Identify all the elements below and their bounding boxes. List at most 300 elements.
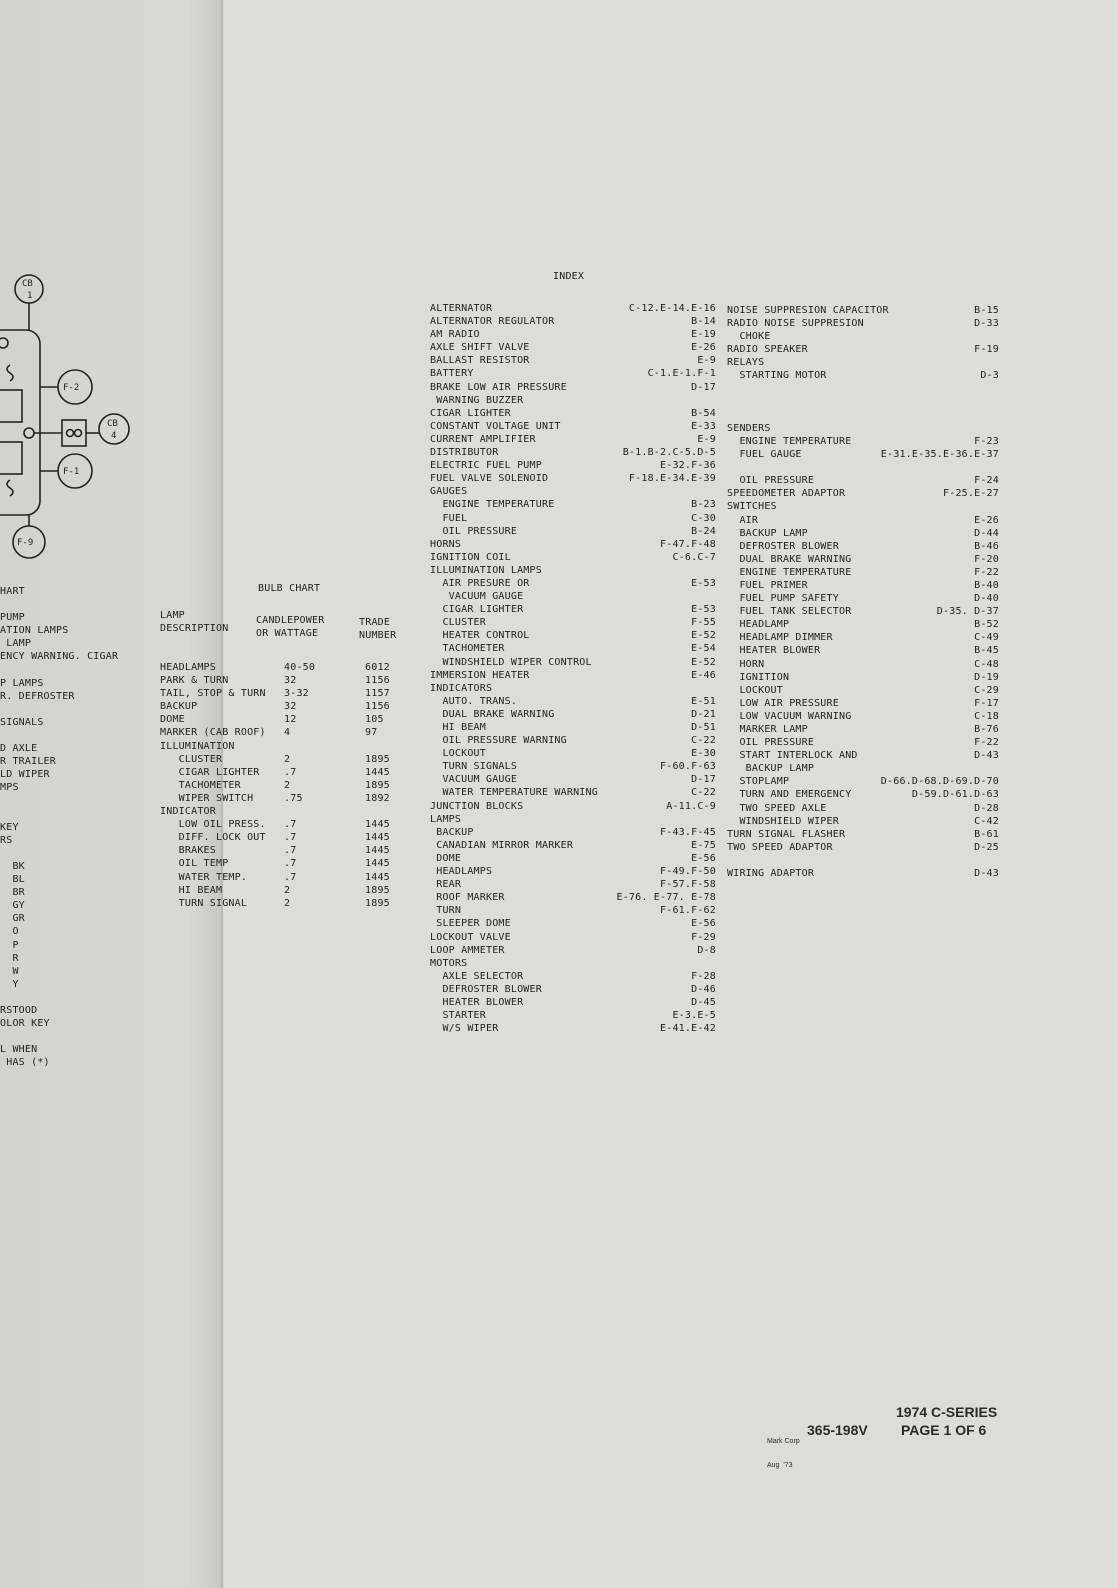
legend-line: BR	[0, 887, 25, 899]
bulb-candlepower: .75	[284, 792, 303, 804]
index-entry-name: AUTO. TRANS.	[430, 695, 518, 707]
bulb-row	[160, 857, 410, 870]
index-entry-name: DUAL BRAKE WARNING	[430, 708, 555, 720]
index-entry-ref: D-28	[974, 802, 999, 814]
cb4-label-bottom: 4	[111, 431, 117, 441]
index-entry-name: TURN AND EMERGENCY	[727, 789, 852, 801]
index-entry-ref: F-49.F-50	[660, 866, 716, 878]
legend-line: Y	[0, 978, 19, 990]
index-entry	[727, 644, 999, 657]
index-entry	[430, 983, 718, 996]
index-entry-ref: E-56	[691, 918, 716, 930]
index-entry-name: REAR	[430, 879, 462, 891]
index-entry	[727, 383, 999, 396]
maker-line-2: Aug '73	[767, 1462, 793, 1469]
index-entry	[727, 828, 999, 841]
bulb-description: DOME	[160, 714, 185, 726]
index-entry-ref: E-52	[691, 656, 716, 668]
index-entry-ref: B-15	[974, 305, 999, 316]
index-entry-name: DEFROSTER BLOWER	[430, 983, 542, 995]
bulb-header-lamp-1: LAMP	[160, 610, 185, 621]
legend-line: P	[0, 939, 19, 951]
bulb-row	[160, 871, 410, 884]
index-entry-name: HEADLAMP	[727, 619, 790, 631]
index-entry-name: AXLE SELECTOR	[430, 970, 524, 982]
index-entry-name: STARTER	[430, 1010, 486, 1022]
index-entry-ref: E-32.F-36	[660, 460, 716, 472]
index-entry-name: CHOKE	[727, 331, 771, 343]
bulb-candlepower: .7	[284, 819, 297, 831]
index-entry	[430, 472, 718, 485]
index-entry-ref: E-26	[691, 342, 716, 354]
legend-line: GR	[0, 913, 25, 925]
bulb-candlepower: 32	[284, 701, 297, 713]
index-entry-name: BACKUP	[430, 826, 474, 838]
index-entry	[430, 590, 718, 603]
index-entry-name: BACKUP LAMP	[727, 763, 815, 775]
index-entry-ref: A-11.C-9	[666, 800, 716, 812]
bulb-candlepower: 12	[284, 714, 297, 726]
index-entry-name: OIL PRESSURE WARNING	[430, 735, 567, 747]
index-entry-ref: E-56	[691, 852, 716, 864]
index-entry-name: HEADLAMPS	[430, 866, 493, 878]
index-entry	[430, 813, 718, 826]
index-entry-ref: E-75	[691, 839, 716, 851]
legend-line: L WHEN	[0, 1044, 38, 1056]
index-entry-name: NOISE SUPPRESION CAPACITOR	[727, 305, 889, 316]
index-entry-ref: C-18	[974, 710, 999, 722]
index-entry	[727, 775, 999, 788]
bulb-candlepower: 2	[284, 897, 291, 909]
index-entry	[727, 500, 999, 513]
bulb-candlepower: 2	[284, 753, 291, 765]
bulb-row	[160, 753, 410, 766]
legend-line: BK	[0, 860, 25, 872]
index-entry-ref: F-20	[974, 553, 999, 565]
index-entry-name: TACHOMETER	[430, 643, 505, 655]
index-entry-name: HORN	[727, 658, 765, 670]
bulb-trade-number: 1156	[365, 701, 390, 713]
index-entry	[727, 448, 999, 461]
bulb-row	[160, 740, 410, 753]
index-entry	[727, 566, 999, 579]
index-column-1	[430, 302, 718, 1035]
index-entry	[430, 996, 718, 1009]
bulb-description: TAIL, STOP & TURN	[160, 688, 266, 700]
index-entry-name: MOTORS	[430, 957, 468, 969]
bulb-description: CLUSTER	[160, 753, 223, 765]
bulb-candlepower: 2	[284, 884, 291, 896]
index-entry	[430, 551, 718, 564]
index-entry	[727, 553, 999, 566]
series-title: 1974 C-SERIES	[896, 1404, 998, 1420]
index-entry-ref: D-40	[974, 593, 999, 605]
legend-line: ATION LAMPS	[0, 625, 69, 637]
legend-line: P LAMPS	[0, 677, 44, 689]
legend-line: MPS	[0, 782, 19, 794]
index-entry-ref: C-49	[974, 632, 999, 644]
legend-line: ENCY WARNING. CIGAR	[0, 651, 119, 663]
index-entry-name: ALTERNATOR REGULATOR	[430, 316, 555, 328]
index-entry	[430, 564, 718, 577]
index-entry	[430, 891, 718, 904]
index-entry-ref: E-52	[691, 630, 716, 642]
legend-line	[0, 795, 118, 808]
index-entry-ref: F-23	[974, 435, 999, 447]
bulb-trade-number: 1895	[365, 753, 390, 765]
index-entry	[727, 802, 999, 815]
index-entry	[430, 341, 718, 354]
index-entry-ref: D-51	[691, 722, 716, 733]
bulb-row	[160, 766, 410, 779]
legend-line: BL	[0, 874, 25, 886]
legend-line: O	[0, 926, 19, 938]
index-entry-ref: D-25	[974, 841, 999, 853]
index-entry-name: WINDSHIELD WIPER CONTROL	[430, 656, 592, 668]
index-entry-ref: F-19	[974, 344, 999, 356]
index-entry-name: ROOF MARKER	[430, 892, 505, 904]
index-entry-name: TURN SIGNALS	[430, 761, 518, 773]
bulb-candlepower: 4	[284, 727, 291, 739]
index-entry	[727, 671, 999, 684]
legend-line	[0, 703, 118, 716]
index-entry-ref: F-22	[974, 566, 999, 578]
bulb-chart-title: BULB CHART	[258, 583, 321, 594]
bulb-candlepower: .7	[284, 845, 297, 857]
index-entry-ref: E-3.E-5	[672, 1010, 716, 1022]
bulb-row	[160, 831, 410, 844]
bulb-row	[160, 674, 410, 687]
index-entry	[430, 616, 718, 629]
index-entry-name: SWITCHES	[727, 501, 777, 513]
legend-line: RS	[0, 834, 13, 846]
index-entry	[430, 315, 718, 328]
index-entry	[430, 498, 718, 511]
index-entry-name: HORNS	[430, 538, 462, 550]
index-entry-ref: C-22	[691, 735, 716, 747]
index-entry	[727, 762, 999, 775]
index-entry	[430, 773, 718, 786]
legend-line: SIGNALS	[0, 716, 44, 728]
index-entry-name: IMMERSION HEATER	[430, 669, 530, 681]
index-entry	[727, 396, 999, 409]
bulb-candlepower: .7	[284, 766, 297, 778]
index-entry	[727, 356, 999, 369]
index-entry-ref: E-54	[691, 643, 716, 655]
bulb-trade-number: 1895	[365, 779, 390, 791]
index-entry	[727, 788, 999, 801]
index-entry	[430, 839, 718, 852]
legend-line	[0, 729, 118, 742]
fuse-panel-diagram	[0, 270, 150, 570]
index-entry-name: TURN SIGNAL FLASHER	[727, 828, 846, 840]
index-entry-name: LOW AIR PRESSURE	[727, 697, 839, 709]
index-entry-ref: D-21	[691, 708, 716, 720]
index-entry-name: WIRING ADAPTOR	[727, 868, 815, 880]
index-entry-name: HEATER BLOWER	[727, 645, 821, 657]
index-entry-ref: F-25.E-27	[943, 488, 999, 500]
index-entry	[727, 474, 999, 487]
index-entry	[430, 970, 718, 983]
index-entry-name: DOME	[430, 852, 462, 864]
f2-label: F-2	[63, 383, 80, 393]
index-entry-name: LOOP AMMETER	[430, 944, 505, 956]
index-entry-name: SLEEPER DOME	[430, 918, 511, 930]
index-entry-name: ENGINE TEMPERATURE	[430, 499, 555, 511]
index-entry-name: HI BEAM	[430, 722, 486, 733]
bulb-chart-table	[160, 661, 410, 910]
legend-line: GY	[0, 900, 25, 912]
index-entry-ref: F-57.F-58	[660, 879, 716, 891]
index-entry-name: AIR	[727, 514, 759, 526]
index-entry	[727, 487, 999, 500]
index-entry-ref: D-17	[691, 381, 716, 393]
index-entry	[430, 420, 718, 433]
index-entry-ref: D-3	[980, 370, 999, 382]
index-entry-ref: B-1.B-2.C-5.D-5	[622, 447, 716, 459]
legend-line	[0, 847, 118, 860]
index-entry	[430, 747, 718, 760]
index-entry-name: CANADIAN MIRROR MARKER	[430, 839, 574, 851]
index-entry	[727, 369, 999, 382]
index-entry-name: WINDSHIELD WIPER	[727, 815, 839, 827]
index-entry	[430, 904, 718, 917]
index-entry-ref: B-23	[691, 499, 716, 511]
bulb-description: ILLUMINATION	[160, 740, 235, 752]
bulb-description: WIPER SWITCH	[160, 792, 254, 804]
index-entry	[727, 579, 999, 592]
index-entry-name: WARNING BUZZER	[430, 394, 524, 406]
index-entry	[430, 538, 718, 551]
index-entry-ref: C-1.E-1.F-1	[647, 368, 716, 380]
bulb-description: HEADLAMPS	[160, 662, 216, 673]
index-entry-name: CIGAR LIGHTER	[430, 604, 524, 616]
bulb-description: HI BEAM	[160, 884, 223, 896]
bulb-row	[160, 805, 410, 818]
index-entry-name: TWO SPEED ADAPTOR	[727, 841, 833, 853]
bulb-row	[160, 726, 410, 739]
bulb-candlepower: 32	[284, 675, 297, 687]
bulb-header-lamp-2: DESCRIPTION	[160, 623, 229, 634]
bulb-header-candlepower-1: CANDLEPOWER	[256, 615, 325, 626]
index-entry	[430, 394, 718, 407]
bulb-candlepower: 2	[284, 779, 291, 791]
index-entry	[430, 512, 718, 525]
legend-line	[0, 598, 118, 611]
index-entry	[430, 695, 718, 708]
index-entry	[727, 409, 999, 422]
bulb-description: PARK & TURN	[160, 675, 229, 687]
index-entry-name: MARKER LAMP	[727, 724, 808, 735]
index-entry-name: AM RADIO	[430, 329, 480, 341]
index-entry-name: FUEL	[430, 512, 468, 524]
bulb-candlepower: .7	[284, 858, 297, 870]
index-entry-name: AIR PRESURE OR	[430, 577, 530, 589]
index-entry-name: BALLAST RESISTOR	[430, 355, 530, 367]
index-entry-name: VACUUM GAUGE	[430, 774, 518, 786]
index-entry	[430, 931, 718, 944]
index-entry-name: VACUUM GAUGE	[430, 591, 524, 603]
left-legend-text	[0, 585, 118, 1069]
index-entry	[430, 656, 718, 669]
index-entry-name: WATER TEMPERATURE WARNING	[430, 787, 598, 799]
index-entry-ref: E-9	[697, 355, 716, 367]
index-entry	[727, 422, 999, 435]
index-entry	[727, 684, 999, 697]
index-entry-ref: C-22	[691, 787, 716, 799]
index-entry-name: LOCKOUT VALVE	[430, 931, 511, 943]
index-entry-ref: F-43.F-45	[660, 826, 716, 838]
index-entry	[727, 461, 999, 474]
index-entry-ref: F-17	[974, 697, 999, 709]
index-entry-name: ALTERNATOR	[430, 303, 493, 314]
index-entry-name: FUEL GAUGE	[727, 449, 802, 461]
index-entry-ref: F-29	[691, 931, 716, 943]
index-entry	[727, 723, 999, 736]
index-entry-ref: C-30	[691, 512, 716, 524]
bulb-description: OIL TEMP	[160, 858, 229, 870]
index-entry-name: FUEL TANK SELECTOR	[727, 606, 852, 618]
index-entry-name: CIGAR LIGHTER	[430, 407, 511, 419]
index-entry	[727, 841, 999, 854]
bulb-description: BACKUP	[160, 701, 198, 713]
index-entry-ref: B-40	[974, 579, 999, 591]
index-entry	[430, 708, 718, 721]
index-entry	[727, 343, 999, 356]
f9-label: F-9	[17, 538, 34, 548]
bulb-candlepower: 40-50	[284, 662, 316, 673]
index-entry-name: OIL PRESSURE	[727, 737, 815, 749]
index-entry	[727, 605, 999, 618]
index-entry-name: DUAL BRAKE WARNING	[727, 553, 852, 565]
index-entry	[727, 514, 999, 527]
bulb-trade-number: 1157	[365, 688, 390, 700]
index-entry-ref: E-31.E-35.E-36.E-37	[880, 449, 999, 461]
index-entry-ref: C-6.C-7	[672, 551, 716, 563]
index-entry-ref: B-61	[974, 828, 999, 840]
index-entry-name: ENGINE TEMPERATURE	[727, 435, 852, 447]
bulb-trade-number: 1156	[365, 675, 390, 687]
index-entry-ref: C-12.E-14.E-16	[628, 303, 716, 314]
legend-line: R	[0, 952, 19, 964]
index-entry	[430, 603, 718, 616]
bulb-trade-number: 1445	[365, 832, 390, 844]
index-entry-ref: E-19	[691, 329, 716, 341]
index-entry-name: RADIO NOISE SUPPRESION	[727, 318, 864, 330]
bulb-row	[160, 661, 410, 674]
legend-line: HART	[0, 586, 25, 597]
index-entry	[430, 800, 718, 813]
bulb-row	[160, 818, 410, 831]
index-entry-ref: F-18.E-34.E-39	[628, 473, 716, 485]
index-entry-ref: E-41.E-42	[660, 1023, 716, 1035]
index-entry-ref: D-46	[691, 983, 716, 995]
bulb-trade-number: 1445	[365, 819, 390, 831]
index-entry-ref: D-19	[974, 671, 999, 683]
index-entry-ref: E-76. E-77. E-78	[616, 892, 716, 904]
index-entry-ref: E-53	[691, 604, 716, 616]
index-entry-name: FUEL PRIMER	[727, 579, 808, 591]
index-entry-name: W/S WIPER	[430, 1023, 499, 1035]
legend-line: OLOR KEY	[0, 1018, 50, 1030]
index-entry	[727, 710, 999, 723]
cb1-label-top: CB	[22, 279, 33, 289]
index-entry	[430, 525, 718, 538]
bulb-row	[160, 884, 410, 897]
index-entry-name: OIL PRESSURE	[430, 525, 518, 537]
index-entry	[727, 736, 999, 749]
index-entry-name: IGNITION	[727, 671, 790, 683]
legend-line: RSTOOD	[0, 1005, 38, 1016]
index-entry-name: SPEEDOMETER ADAPTOR	[727, 488, 846, 500]
legend-line: LD WIPER	[0, 769, 50, 781]
index-entry-ref: D-17	[691, 774, 716, 786]
index-entry	[430, 577, 718, 590]
index-entry	[430, 826, 718, 839]
index-entry	[430, 852, 718, 865]
legend-line: LAMP	[0, 638, 32, 650]
index-entry-ref: B-54	[691, 407, 716, 419]
index-entry-name: BACKUP LAMP	[727, 527, 808, 539]
index-entry	[430, 957, 718, 970]
index-entry	[727, 330, 999, 343]
bulb-header-trade-2: NUMBER	[359, 630, 397, 641]
index-entry-name: RADIO SPEAKER	[727, 344, 808, 356]
bulb-trade-number: 105	[365, 714, 384, 726]
index-entry-ref: D-66.D-68.D-69.D-70	[880, 776, 999, 788]
bulb-candlepower: .7	[284, 871, 297, 883]
index-entry-ref: E-33	[691, 420, 716, 432]
index-entry-name: FUEL VALVE SOLENOID	[430, 473, 549, 485]
index-entry-ref: B-45	[974, 645, 999, 657]
bulb-trade-number: 1895	[365, 897, 390, 909]
index-entry-name: LAMPS	[430, 813, 462, 825]
index-entry-ref: F-47.F-48	[660, 538, 716, 550]
index-column-2	[727, 304, 999, 880]
bulb-trade-number: 1445	[365, 858, 390, 870]
index-entry-ref: F-24	[974, 475, 999, 487]
index-entry	[727, 527, 999, 540]
index-entry	[430, 367, 718, 380]
bulb-trade-number: 1895	[365, 884, 390, 896]
index-entry-ref: B-46	[974, 540, 999, 552]
cb4-label-top: CB	[107, 419, 118, 429]
bulb-candlepower: 3-32	[284, 688, 309, 700]
index-entry-ref: D-43	[974, 868, 999, 880]
index-entry	[727, 304, 999, 317]
index-entry	[430, 433, 718, 446]
index-entry-name: ENGINE TEMPERATURE	[727, 566, 852, 578]
index-entry-name: HEATER CONTROL	[430, 630, 530, 642]
index-entry-ref: D-45	[691, 996, 716, 1008]
bulb-row	[160, 687, 410, 700]
index-entry	[727, 658, 999, 671]
index-entry-name: GAUGES	[430, 486, 468, 498]
index-entry	[727, 749, 999, 762]
index-entry-name: ELECTRIC FUEL PUMP	[430, 460, 542, 472]
bulb-header-candlepower-2: OR WATTAGE	[256, 628, 319, 639]
index-entry-name: RELAYS	[727, 357, 765, 369]
legend-line	[0, 991, 118, 1004]
index-entry	[430, 354, 718, 367]
index-entry-name: LOW VACUUM WARNING	[727, 710, 852, 722]
index-entry-ref: B-76	[974, 724, 999, 735]
index-entry	[430, 760, 718, 773]
index-entry	[727, 435, 999, 448]
f1-label: F-1	[63, 467, 80, 477]
index-entry-name: INDICATORS	[430, 682, 493, 694]
bulb-description: DIFF. LOCK OUT	[160, 832, 266, 844]
